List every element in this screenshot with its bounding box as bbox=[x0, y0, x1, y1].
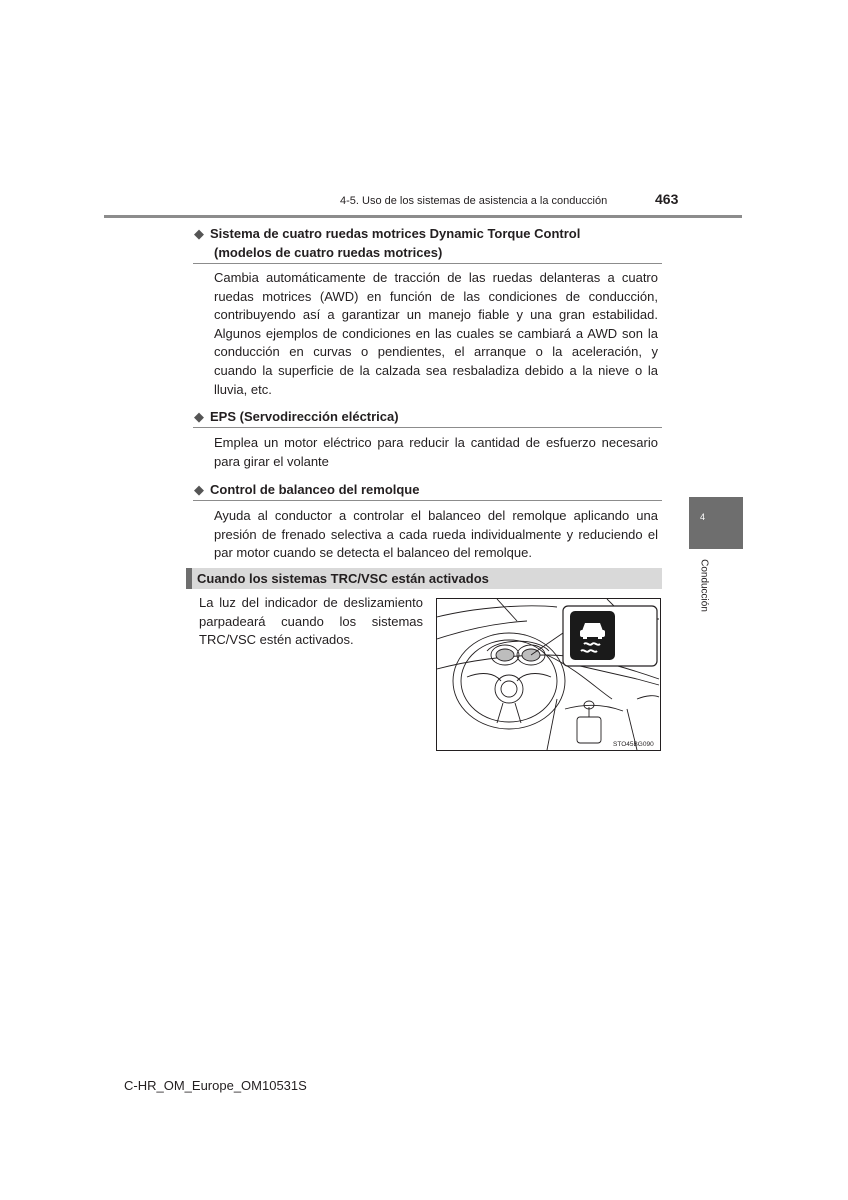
page-number: 463 bbox=[655, 191, 679, 207]
chapter-label: Conducción bbox=[698, 559, 710, 612]
diamond-bullet-icon: ◆ bbox=[194, 482, 204, 497]
section-header: 4-5. Uso de los sistemas de asistencia a la conducción bbox=[340, 195, 608, 207]
section-subtitle-awd: (modelos de cuatro ruedas motrices) bbox=[214, 245, 443, 260]
section-rule bbox=[193, 263, 662, 264]
chapter-number: 4 bbox=[700, 512, 706, 522]
section-rule bbox=[193, 500, 662, 501]
diamond-bullet-icon: ◆ bbox=[194, 409, 204, 424]
subsection-body: La luz del indicador de deslizamiento parpadeará cuando los sistemas TRC/VSC estén activados. bbox=[199, 595, 423, 648]
slip-indicator-icon bbox=[570, 611, 615, 660]
section-rule bbox=[193, 427, 662, 428]
chapter-tab bbox=[689, 497, 743, 549]
section-title-awd: ◆ Sistema de cuatro ruedas motrices Dynamic Torque Control bbox=[194, 226, 581, 241]
dashboard-illustration bbox=[436, 598, 661, 751]
section-title-eps: ◆ EPS (Servodirección eléctrica) bbox=[194, 409, 399, 424]
section-title-trailer: ◆ Control de balanceo del remolque bbox=[194, 482, 420, 497]
section-body-awd: Cambia automáticamente de tracción de las ruedas delanteras a cuatro ruedas motrices (AWD) en función de las condiciones de conducción, contribuyendo así a garantizar un manejo fiable y una gran estabilidad. Algunos ejemplos de condiciones en las cuales se cambiará a AWD son la conducción en curvas o pendientes, el arranque o la aceleración, y cuando la superficie de la calzada sea resbaladiza debido a la nieve o la lluvia, etc. bbox=[214, 270, 658, 397]
header-rule bbox=[104, 215, 742, 218]
document-code: C-HR_OM_Europe_OM10531S bbox=[124, 1078, 307, 1093]
figure-code: STO45BG090 bbox=[613, 741, 654, 748]
subsection-title: Cuando los sistemas TRC/VSC están activados bbox=[197, 571, 489, 586]
section-body-trailer: Ayuda al conductor a controlar el balanceo del remolque aplicando una presión de frenado selectiva a cada rueda individualmente y reduciendo el par motor cuando se detecta el balanceo del remolque. bbox=[214, 508, 658, 561]
band-marker bbox=[186, 568, 192, 589]
diamond-bullet-icon: ◆ bbox=[194, 226, 204, 241]
dashboard-drawing bbox=[437, 599, 660, 750]
section-body-eps: Emplea un motor eléctrico para reducir la cantidad de esfuerzo necesario para girar el volante bbox=[214, 435, 658, 469]
